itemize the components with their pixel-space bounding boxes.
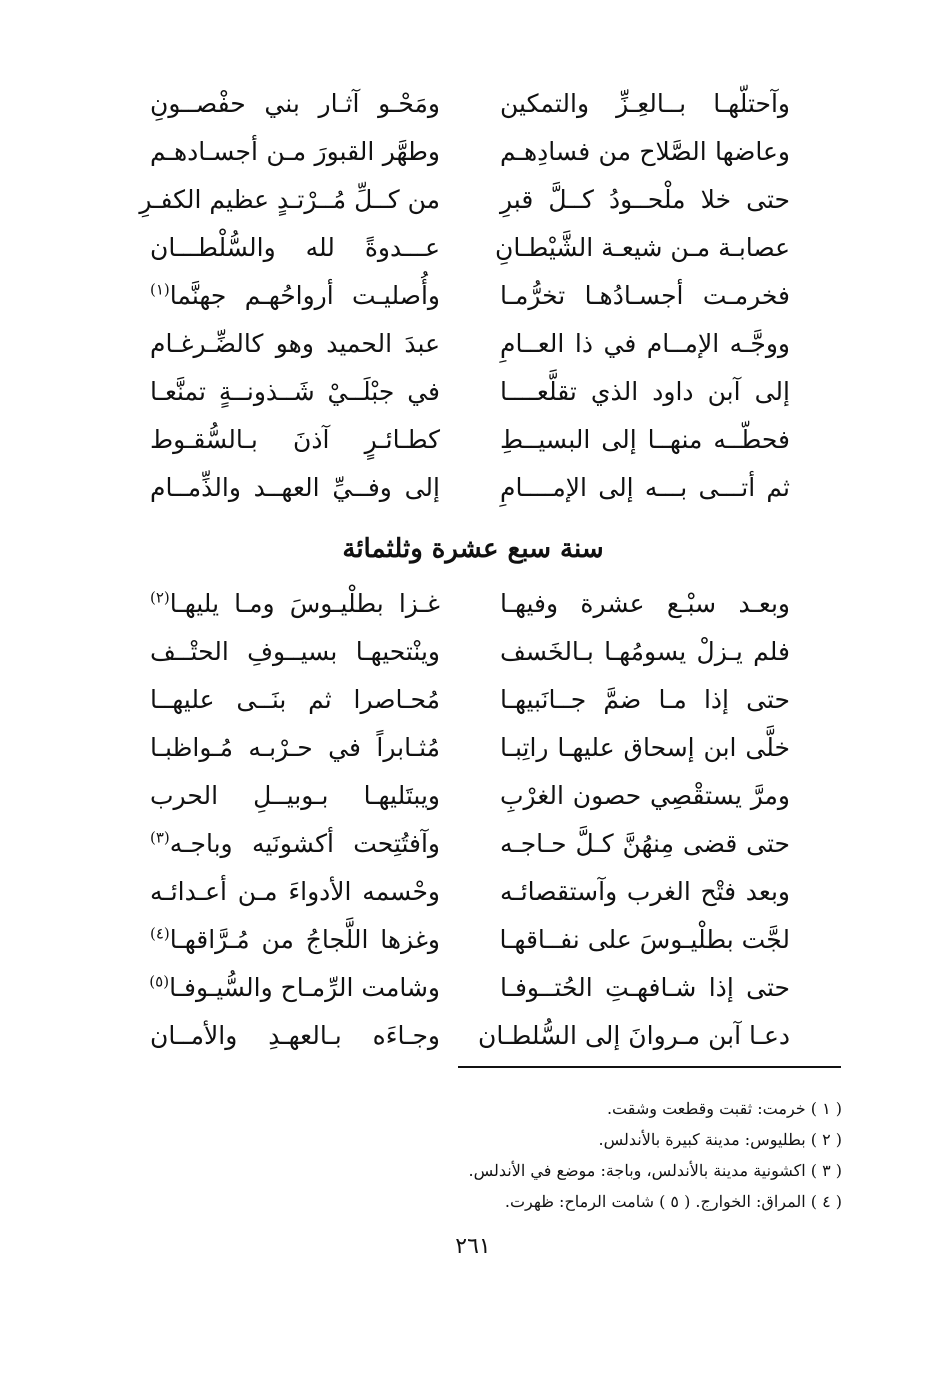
hemistich-text: وشامت الرِّمـاح والسُّيـوفـا	[169, 973, 440, 1002]
hemistich-text: وأُصليـت أرواحُهـم جهنَّما	[169, 281, 440, 310]
hemistich-text: وآفتُتِحت أكشونَيه وباجـه	[169, 829, 440, 858]
verse-second-hemistich	[150, 368, 440, 416]
verse-line	[150, 868, 790, 916]
verse-line	[150, 916, 790, 964]
verse-second-hemistich	[150, 464, 440, 512]
verse-line	[150, 724, 790, 772]
verse-first-hemistich: ومرَّ يستقْصِي حصون الغرْبِ	[500, 781, 790, 810]
hemistich-text: وجـاءَه بـالعهـدِ والأمــان	[150, 1021, 440, 1050]
hemistich-text: مُحـاصرا ثم بنَــى عليهــا	[150, 685, 440, 714]
footnote: ( ٢ ) بطليوس: مدينة كبيرة بالأندلس.	[598, 1130, 842, 1149]
hemistich-text: وينْتحيهـا بسيــوفِ الحتْــف	[150, 637, 440, 666]
verse-line	[150, 128, 790, 176]
footnote-marker: (١)	[150, 280, 170, 299]
hemistich-text: من كــلِّ مُــرْتـدٍ عظيم الكفـرِ	[139, 185, 440, 214]
hemistich-text: غـزا بطلْيـوسَ ومـا يليهـا	[169, 589, 440, 618]
verse-line	[150, 224, 790, 272]
footnote: ( ٣ ) اكشونية مدينة بالأندلس، وباجة: موضع في الأندلس.	[468, 1161, 842, 1180]
verse-first-hemistich: عصابـة مـن شيعـة الشَّيْطـانِ	[495, 233, 790, 262]
verse-first-hemistich: حتى إذا شـافهـتِ الحُتــوفـا	[500, 973, 790, 1002]
verse-second-hemistich	[150, 224, 440, 272]
hemistich-text: عبدَ الحميد وهو كالضِّـرغـام	[150, 329, 440, 358]
footnote: ( ١ ) خرمت: ثقبت وقطعت وشقت.	[606, 1099, 842, 1118]
page-number: ٢٦١	[455, 1234, 491, 1259]
footnote-divider	[458, 1066, 841, 1068]
verse-second-hemistich	[150, 580, 440, 628]
verse-first-hemistich: فحطّــه منهــا إلى البسيــطِ	[500, 425, 790, 454]
hemistich-text: ومَحْـو آثـار بني حفْصــونِ	[150, 89, 440, 118]
verse-first-hemistich: دعـا آبن مـروانَ إلى السُّلطـان	[478, 1021, 790, 1050]
verse-line	[150, 416, 790, 464]
verse-second-hemistich	[150, 724, 440, 772]
verse-second-hemistich	[150, 772, 440, 820]
footnotes	[142, 1093, 842, 1217]
verse-line	[150, 820, 790, 868]
verse-second-hemistich	[150, 416, 440, 464]
verse-line	[150, 628, 790, 676]
verse-first-hemistich: إلى آبن داود الذي تقلَّعــــا	[500, 377, 790, 406]
verse-second-hemistich	[150, 676, 440, 724]
verse-second-hemistich	[150, 80, 440, 128]
poem-section-1	[139, 80, 790, 512]
verse-first-hemistich: ثم أتـــى بـــه إلى الإمــــامِ	[500, 473, 790, 502]
verse-first-hemistich: وبعـد سبْـع عشرة وفيهـا	[500, 589, 790, 618]
verse-second-hemistich	[150, 916, 440, 964]
poem-section-2	[150, 580, 790, 1060]
verse-line	[150, 320, 790, 368]
verse-line	[150, 580, 790, 628]
verse-line	[150, 368, 790, 416]
verse-first-hemistich: ووجَّـه الإمــام في ذا العــامِ	[500, 329, 790, 358]
verse-second-hemistich	[139, 176, 440, 224]
verse-first-hemistich: وعاضها الصَّلاح من فسادِهـم	[500, 137, 790, 166]
verse-line	[150, 772, 790, 820]
verse-first-hemistich: حتى قضى مِنهُنَّ كـلَّ حـاجـه	[500, 829, 790, 858]
hemistich-text: ويبتَليهـا بـوبيــلِ الحرب	[150, 781, 440, 810]
verse-line	[139, 176, 790, 224]
verse-second-hemistich	[150, 868, 440, 916]
verse-line	[150, 464, 790, 512]
verse-first-hemistich: وبعد فتْح الغرب وآستقصائـه	[500, 877, 790, 906]
verse-second-hemistich	[150, 320, 440, 368]
verse-first-hemistich: حتى إذا مـا ضمَّ جــانَبيهـا	[500, 685, 790, 714]
hemistich-text: وطهَّر القبورَ مـن أجسـادهـم	[150, 137, 440, 166]
verse-first-hemistich: وآحتلّهـا بــالعِـزِّ والتمكين	[500, 89, 790, 118]
verse-first-hemistich: حتى خلا ملْحــودُ كــلَّ قبرِ	[500, 185, 790, 214]
footnote: ( ٤ ) المراق: الخوارج. ( ٥ ) شامت الرماح: ظهرت.	[504, 1192, 842, 1211]
verse-second-hemistich	[150, 628, 440, 676]
hemistich-text: كطـائـرٍ آذنَ بـالسُّقـوط	[150, 425, 440, 454]
verse-first-hemistich: فخرمـت أجسـادُهـا تخرُّمـا	[500, 281, 790, 310]
verse-first-hemistich: خلَّى ابن إسحاق عليهـا راتِبـا	[500, 733, 790, 762]
verse-second-hemistich	[150, 820, 440, 868]
hemistich-text: إلى وفــيِّ العهــد والذِّمــام	[150, 473, 440, 502]
hemistich-text: وغزها اللَّجاجُ من مُـرَّاقهـا	[169, 925, 440, 954]
verse-line	[150, 80, 790, 128]
hemistich-text: وحْسمه الأدواءَ مـن أعـدائـه	[150, 877, 440, 906]
footnote-marker: (٤)	[150, 924, 170, 943]
hemistich-text: مُثـابراً في حـرْبـه مُـواظبـا	[150, 733, 440, 762]
footnote-marker: (٥)	[149, 972, 170, 991]
verse-line	[150, 1012, 790, 1060]
footnote-marker: (٢)	[150, 588, 170, 607]
hemistich-text: في جبْلَــيْ شَــذونــةٍ تمنَّعـا	[150, 377, 440, 406]
verse-first-hemistich: لجَّت بطلْيـوسَ على نفــاقهـا	[499, 925, 790, 954]
verse-line	[150, 964, 790, 1012]
hemistich-text: عـــدوةً لله والسُّلْطـــان	[150, 233, 440, 262]
verse-second-hemistich	[150, 128, 440, 176]
verse-second-hemistich	[150, 1012, 440, 1060]
footnote-marker: (٣)	[150, 828, 170, 847]
verse-line	[150, 272, 790, 320]
verse-second-hemistich	[150, 272, 440, 320]
verse-first-hemistich: فلم يـزلْ يسومُهـا بـالخَسف	[500, 637, 790, 666]
section-heading: سنة سبع عشرة وثلثمائة	[342, 534, 604, 564]
verse-line	[150, 676, 790, 724]
verse-second-hemistich	[150, 964, 440, 1012]
